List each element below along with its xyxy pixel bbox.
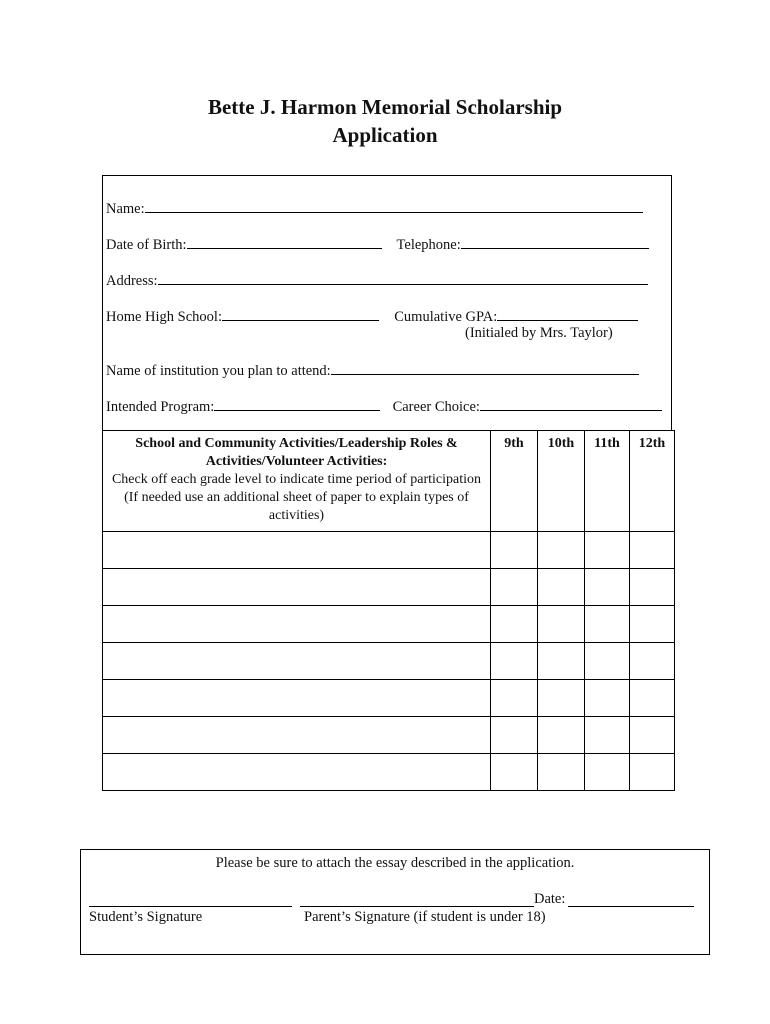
grade-cell[interactable] <box>538 680 585 717</box>
grade-cell[interactable] <box>538 606 585 643</box>
name-field[interactable] <box>145 198 643 213</box>
activity-cell[interactable] <box>103 532 491 569</box>
grade-cell[interactable] <box>538 754 585 791</box>
grade-cell[interactable] <box>491 680 538 717</box>
program-field[interactable] <box>214 396 380 411</box>
activity-cell[interactable] <box>103 680 491 717</box>
grade-cell[interactable] <box>538 717 585 754</box>
grade-cell[interactable] <box>538 643 585 680</box>
grade-cell[interactable] <box>585 643 630 680</box>
grade-10th-header: 10th <box>538 431 585 532</box>
grade-cell[interactable] <box>630 680 675 717</box>
form-title <box>0 93 770 149</box>
grade-cell[interactable] <box>585 532 630 569</box>
table-row <box>103 569 675 606</box>
grade-cell[interactable] <box>630 643 675 680</box>
grade-11th-header: 11th <box>585 431 630 532</box>
grade-cell[interactable] <box>630 606 675 643</box>
dob-telephone-row <box>106 234 649 254</box>
telephone-label: Telephone: <box>396 237 461 253</box>
grade-cell[interactable] <box>538 569 585 606</box>
table-row <box>103 643 675 680</box>
grade-12th-header: 12th <box>630 431 675 532</box>
grade-cell[interactable] <box>630 754 675 791</box>
grade-9th-header: 9th <box>491 431 538 532</box>
activities-table <box>102 430 675 791</box>
grade-cell[interactable] <box>630 532 675 569</box>
address-field[interactable] <box>158 270 648 285</box>
grade-cell[interactable] <box>491 606 538 643</box>
table-row <box>103 606 675 643</box>
address-label: Address: <box>106 273 158 289</box>
grade-cell[interactable] <box>630 717 675 754</box>
date-label: Date: <box>534 891 566 907</box>
institution-row <box>106 360 639 380</box>
activities-heading-note: (If needed use an additional sheet of paper to explain types of activities) <box>124 490 469 523</box>
gpa-label: Cumulative GPA: <box>394 309 498 325</box>
school-field[interactable] <box>222 306 379 321</box>
table-row <box>103 532 675 569</box>
career-label: Career Choice: <box>392 399 480 415</box>
student-signature-line[interactable] <box>89 905 292 907</box>
table-row <box>103 717 675 754</box>
date-line[interactable] <box>568 905 694 907</box>
title-line-2: Application <box>332 123 438 147</box>
dob-field[interactable] <box>187 234 382 249</box>
grade-cell[interactable] <box>491 569 538 606</box>
grade-cell[interactable] <box>491 754 538 791</box>
grade-cell[interactable] <box>585 754 630 791</box>
activity-cell[interactable] <box>103 569 491 606</box>
dob-label: Date of Birth: <box>106 237 187 253</box>
grade-cell[interactable] <box>585 680 630 717</box>
telephone-field[interactable] <box>461 234 649 249</box>
grade-cell[interactable] <box>491 532 538 569</box>
institution-label: Name of institution you plan to attend: <box>106 363 331 379</box>
name-row <box>106 198 643 218</box>
career-field[interactable] <box>480 396 662 411</box>
activities-header-row <box>103 431 675 532</box>
table-row <box>103 754 675 791</box>
parent-signature-label: Parent’s Signature (if student is under 18) <box>304 909 546 925</box>
activity-cell[interactable] <box>103 717 491 754</box>
name-label: Name: <box>106 201 145 217</box>
gpa-field[interactable] <box>497 306 638 321</box>
activity-cell[interactable] <box>103 606 491 643</box>
parent-signature-line[interactable] <box>300 905 534 907</box>
grade-cell[interactable] <box>491 717 538 754</box>
address-row <box>106 270 648 290</box>
gpa-note: (Initialed by Mrs. Taylor) <box>465 325 613 341</box>
school-gpa-row <box>106 306 638 326</box>
essay-reminder: Please be sure to attach the essay described in the application. <box>215 855 575 871</box>
grade-cell[interactable] <box>585 606 630 643</box>
grade-cell[interactable] <box>491 643 538 680</box>
grade-cell[interactable] <box>585 717 630 754</box>
student-signature-label: Student’s Signature <box>89 909 203 925</box>
grade-cell[interactable] <box>538 532 585 569</box>
school-label: Home High School: <box>106 309 222 325</box>
program-career-row <box>106 396 662 416</box>
program-label: Intended Program: <box>106 399 215 415</box>
activities-heading <box>103 431 491 532</box>
grade-cell[interactable] <box>630 569 675 606</box>
activities-heading-instruction: Check off each grade level to indicate time period of participation <box>111 472 482 487</box>
institution-field[interactable] <box>331 360 639 375</box>
table-row <box>103 680 675 717</box>
title-line-1: Bette J. Harmon Memorial Scholarship <box>207 95 563 119</box>
activity-cell[interactable] <box>103 643 491 680</box>
activities-heading-title: School and Community Activities/Leadership Roles & Activities/Volunteer Activities: <box>135 436 458 469</box>
activity-cell[interactable] <box>103 754 491 791</box>
grade-cell[interactable] <box>585 569 630 606</box>
